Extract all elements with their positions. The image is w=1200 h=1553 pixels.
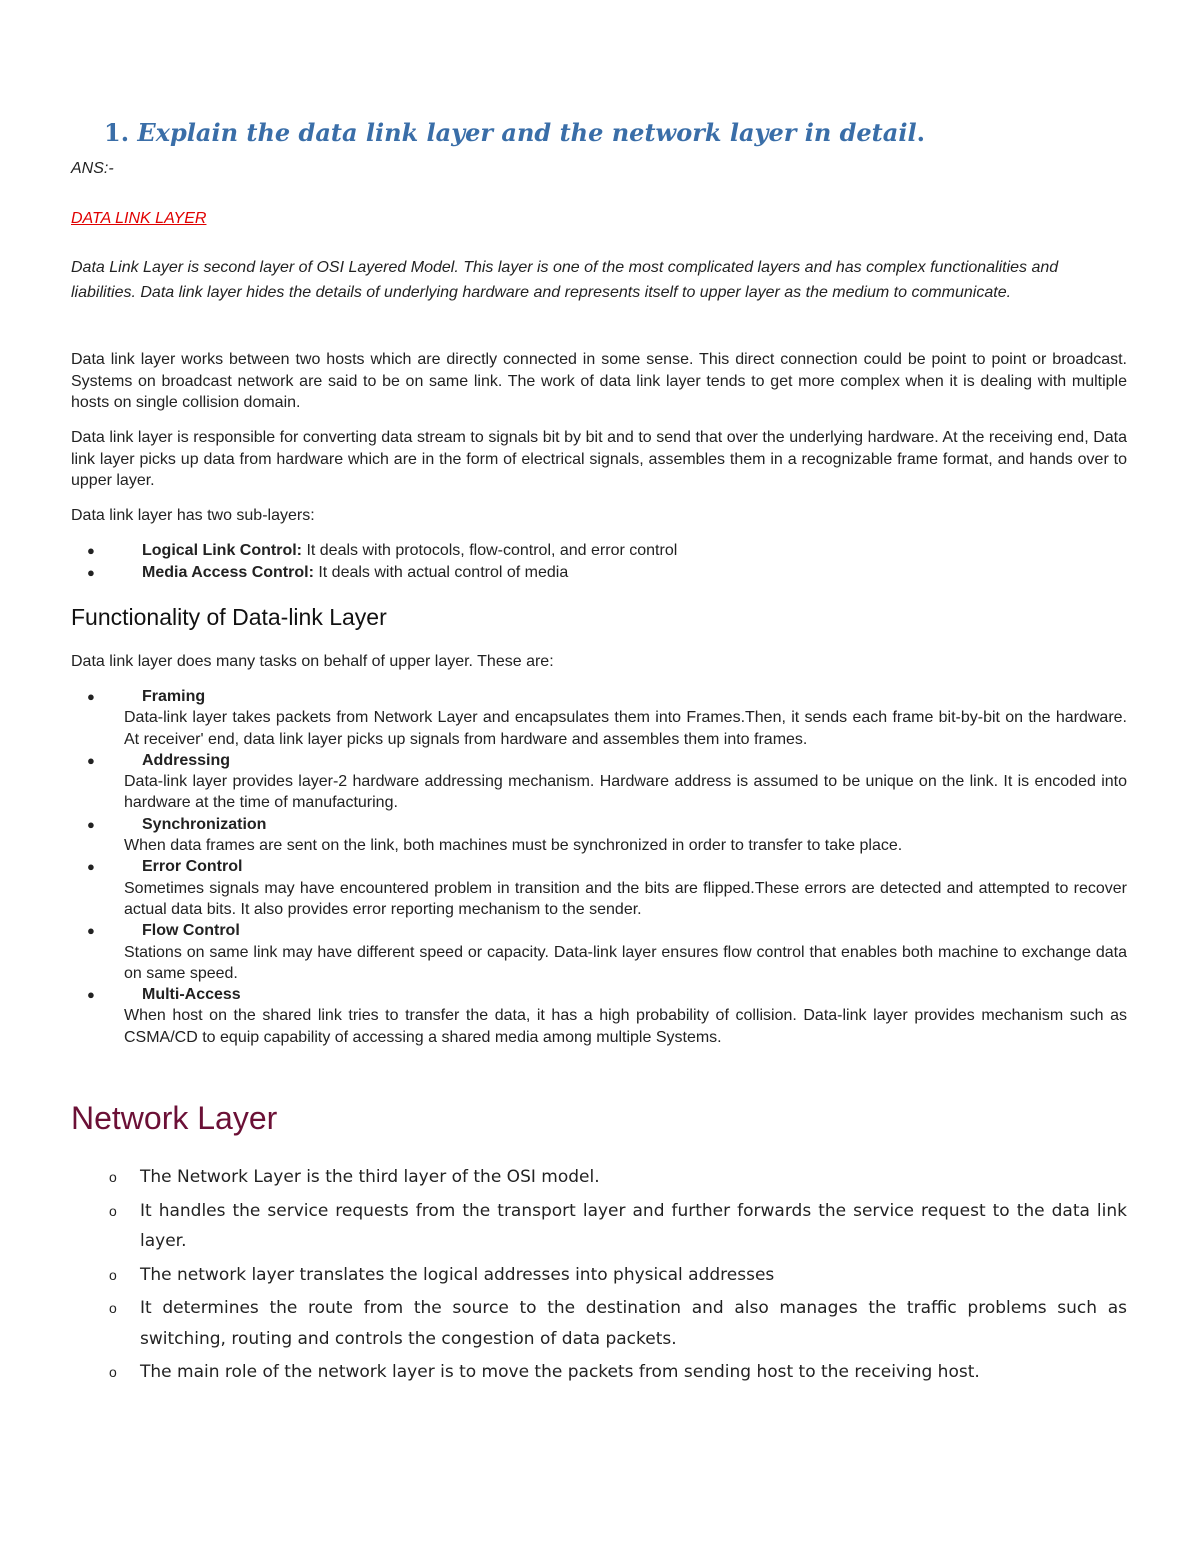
sublayers-list [71, 540, 1127, 583]
list-item [71, 984, 1127, 1048]
bullet-icon: ● [87, 987, 95, 1003]
list-item [71, 814, 1127, 857]
bullet-icon: ● [87, 689, 95, 704]
sublayer-desc: It deals with protocols, flow-control, and error control [302, 542, 678, 559]
sublayers-intro: Data link layer has two sub-layers: [71, 507, 315, 524]
data-link-paragraph-1: Data link layer works between two hosts which are directly connected in some sense. This direct connection could be point to point or broadcast. Systems on broadcast network are said to be on same link. The work of data link layer tends to get more complex when it is dealing with multiple hosts on single collision domain. [71, 351, 1127, 411]
list-item [71, 920, 1127, 984]
network-point: It handles the service requests from the transport layer and further forwards the service request to the data link layer. [140, 1200, 1127, 1251]
function-desc: When data frames are sent on the link, both machines must be synchronized in order to transfer to take place. [124, 837, 903, 855]
circle-bullet-icon: o [109, 1364, 117, 1380]
data-link-intro-paragraph: Data Link Layer is second layer of OSI Layered Model. This layer is one of the most complicated layers and has complex functionalities and liabilities. Data link layer hides the details of underlying hardware and represents itself to upper layer as the medium to communicate. [71, 259, 1059, 301]
function-desc: Data-link layer provides layer-2 hardware addressing mechanism. Hardware address is assumed to be unique on the link. It is encoded into hardware at the time of manufacturing. [124, 773, 1127, 812]
functionality-intro: Data link layer does many tasks on behalf of upper layer. These are: [71, 653, 554, 670]
bullet-icon: ● [87, 923, 95, 939]
function-desc: When host on the shared link tries to transfer the data, it has a high probability of collision. Data-link layer provides mechanism such as CSMA/CD to equip capability of accessing a shared media among multiple Systems. [124, 1007, 1127, 1046]
sublayer-desc: It deals with actual control of media [313, 563, 569, 581]
sublayer-name: Media Access Control: [142, 563, 314, 581]
function-title: Framing [142, 688, 206, 705]
question-period: . [916, 118, 925, 147]
bullet-icon: ● [87, 564, 95, 580]
function-title: Multi-Access [142, 986, 241, 1004]
list-item [71, 1260, 1127, 1291]
bullet-icon: ● [87, 752, 95, 768]
question-heading [104, 118, 925, 147]
sublayer-name: Logical Link Control: [142, 542, 302, 559]
list-item [71, 1357, 1127, 1388]
function-desc: Sometimes signals may have encountered problem in transition and the bits are flipped.These errors are detected and attempted to recover actual data bits. It also provides error reporting mechanism to the sender. [124, 879, 1127, 918]
list-item [71, 856, 1127, 920]
network-point: The Network Layer is the third layer of the OSI model. [140, 1167, 600, 1187]
circle-bullet-icon: o [109, 1300, 117, 1316]
list-item [71, 540, 1127, 562]
network-layer-list [71, 1162, 1127, 1391]
bullet-icon: ● [87, 859, 95, 875]
function-title: Flow Control [142, 922, 240, 940]
list-item [71, 1196, 1127, 1257]
function-desc: Stations on same link may have different speed or capacity. Data-link layer ensures flow control that enables both machine to exchange data on same speed. [124, 943, 1127, 982]
question-number: 1. [104, 118, 130, 147]
data-link-layer-heading: DATA LINK LAYER [71, 210, 207, 227]
list-item [71, 750, 1127, 814]
list-item [71, 562, 1127, 584]
functionality-heading: Functionality of Data-link Layer [71, 604, 387, 630]
list-item [71, 1162, 1127, 1193]
function-title: Error Control [142, 858, 243, 876]
list-item [71, 686, 1127, 750]
answer-label: ANS:- [71, 160, 114, 177]
network-point: It determines the route from the source to the destination and also manages the traffic problems such as switching, routing and controls the congestion of data packets. [140, 1298, 1127, 1349]
bullet-icon: ● [87, 816, 95, 832]
list-item [71, 1293, 1127, 1354]
circle-bullet-icon: o [109, 1202, 117, 1219]
network-layer-heading: Network Layer [71, 1100, 278, 1136]
network-point: The network layer translates the logical addresses into physical addresses [140, 1264, 775, 1285]
function-title: Addressing [142, 751, 231, 769]
bullet-icon: ● [87, 543, 95, 558]
function-desc: Data-link layer takes packets from Network Layer and encapsulates them into Frames.Then, it sends each frame bit-by-bit on the hardware. At receiver' end, data link layer picks up signals from hardware and assembles them into frames. [124, 709, 1127, 748]
circle-bullet-icon: o [109, 1169, 117, 1185]
function-title: Synchronization [142, 815, 267, 833]
data-link-paragraph-2: Data link layer is responsible for converting data stream to signals bit by bit and to send that over the underlying hardware. At the receiving end, Data link layer picks up data from hardware which are in the form of electrical signals, assembles them in a recognizable frame format, and hands over to upper layer. [71, 429, 1127, 489]
functionality-list [71, 686, 1127, 1048]
circle-bullet-icon: o [109, 1266, 117, 1283]
question-text: Explain the data link layer and the network layer in detail [137, 118, 917, 147]
network-point: The main role of the network layer is to move the packets from sending host to the receiving host. [140, 1362, 980, 1382]
